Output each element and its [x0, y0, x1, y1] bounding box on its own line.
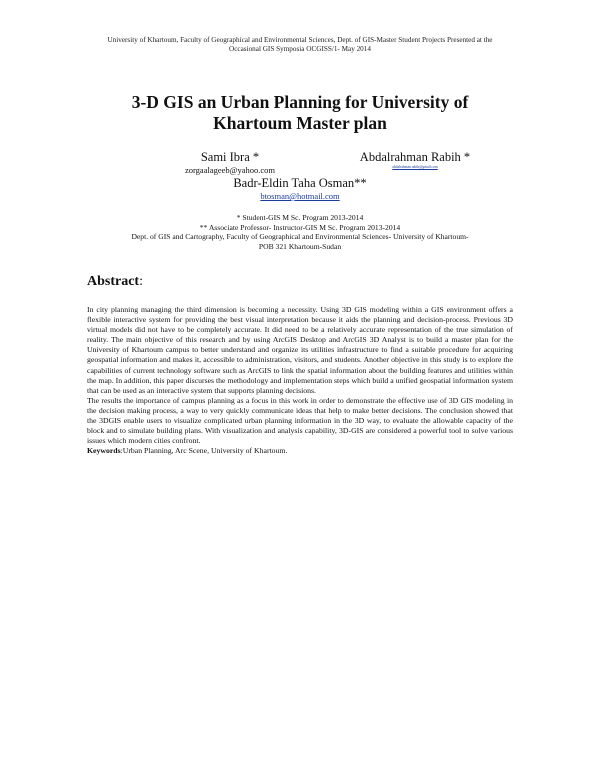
affiliation-line-2: ** Associate Professor- Instructor-GIS M Sc. Program 2013-2014	[199, 222, 401, 232]
keywords-text: :Urban Planning, Arc Scene, University of Khartoum.	[120, 446, 288, 456]
author-3	[200, 176, 400, 201]
paper-title-line-2: Khartoum Master plan	[213, 113, 387, 133]
author-3-email[interactable]: btosman@hotmail.com	[260, 191, 340, 201]
abstract-heading-colon: :	[139, 274, 143, 289]
affiliations	[70, 213, 530, 251]
keywords	[87, 446, 513, 456]
abstract-heading-text: Abstract	[87, 274, 140, 289]
author-2-name: Abdalrahman Rabih *	[359, 150, 471, 164]
author-1-email: zorgaalageeb@yahoo.com	[184, 165, 276, 175]
running-header-line-2: Occasional GIS Symposia OCGISS/1- May 2014	[229, 45, 371, 53]
author-1-name: Sami Ibra *	[200, 150, 260, 164]
affiliation-line-4: POB 321 Khartoum-Sudan	[258, 241, 342, 251]
author-1	[150, 150, 310, 175]
author-2-email[interactable]: abdalrahman.rabih@gmail.com	[392, 165, 438, 169]
affiliation-line-1: * Student-GIS M Sc. Program 2013-2014	[236, 213, 364, 222]
paper-title-line-1: 3-D GIS an Urban Planning for University of	[131, 92, 469, 112]
author-2	[340, 150, 490, 170]
keywords-label: Keywords	[87, 446, 121, 456]
affiliation-line-3: Dept. of GIS and Cartography, Faculty of Geographical and Environmental Sciences- University of Khartoum-	[131, 232, 469, 242]
paper-title	[70, 92, 530, 134]
running-header	[60, 36, 540, 54]
abstract-paragraph-1: In city planning managing the third dimension is becoming a necessity. Using 3D GIS modeling within a GIS environment offers a flexible interactive system for providing the best visual interpretation because it aids the planning and decision-process. Previous 3D virtual models did not have to be completely accurate. It did need to be a relatively accurate representation of the true simulation of reality. The main objective of this research and by using ArcGIS Desktop and ArcGIS 3D Analyst is to build a master plan for the University of Khartoum campus to better understand and organize its utilities infrastructure to find a suitable procedure for acquiring geospatial information and makes it, accessible to administration, visitors, and students. Another objective in this study is to explore the capabilities of current technology software such as ArcGIS to link the spatial information about the building features and utilities within the map. In addition, this paper discurses the methodology and implementation steps which build a unified geospatial information system that can be used as an interactive system that supports planning decisions.	[87, 305, 513, 395]
abstract-heading	[87, 274, 143, 290]
author-3-name: Badr-Eldin Taha Osman**	[233, 176, 367, 190]
running-header-line-1: University of Khartoum, Faculty of Geographical and Environmental Sciences, Dept. of GIS-Master Student Projects Presented at the	[107, 36, 493, 44]
abstract-body	[87, 305, 513, 456]
abstract-paragraph-2: The results the importance of campus planning as a focus in this work in order to demonstrate the effective use of 3D GIS modeling in the decision making process, a way to very quickly communicate ideas that help to make better decisions. The conclusion showed that the 3DGIS enable users to visualize complicated urban planning information in the 3D way, to evaluate the allowable capacity of the block and to simulate building plans. With visualization and analysis capability, 3D-GIS are considered a powerful tool to solve various issues which modern cities confront.	[87, 395, 513, 446]
